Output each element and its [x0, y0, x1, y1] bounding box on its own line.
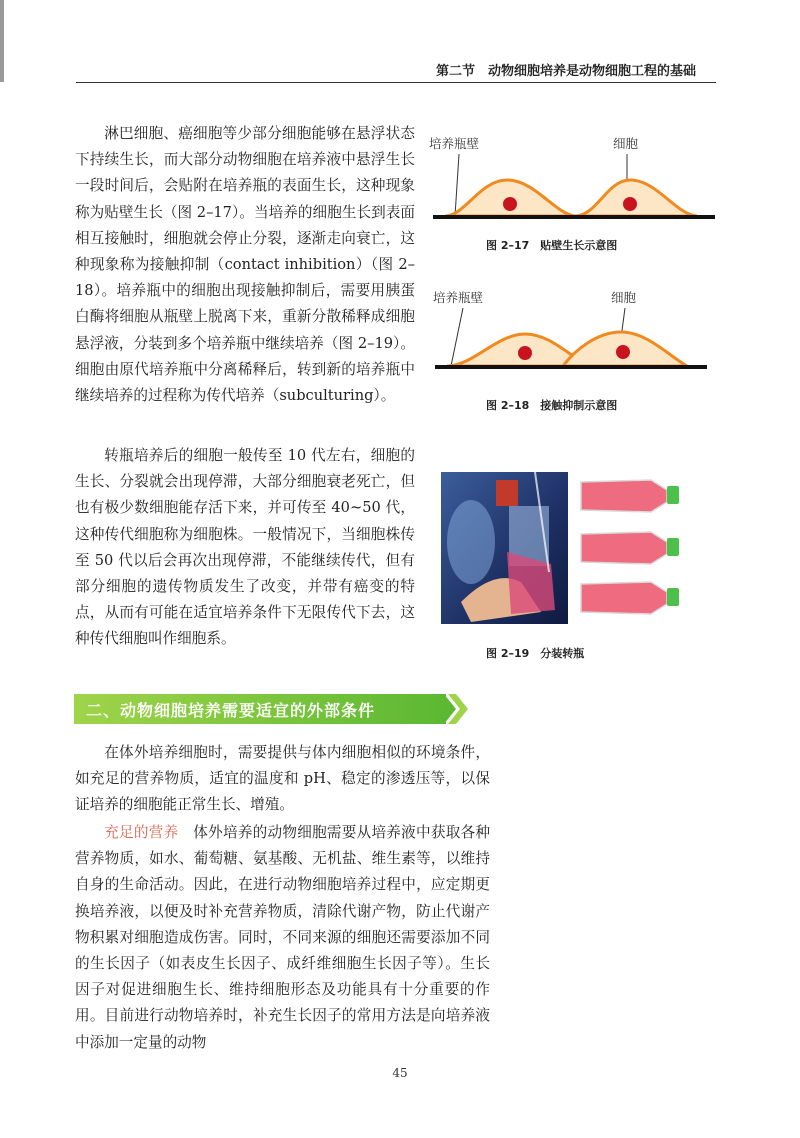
cell-body-right: [575, 180, 697, 216]
lab-bottle-cap: [496, 480, 518, 506]
label-cell: 细胞: [613, 136, 639, 151]
flask-wall-line: [433, 215, 715, 219]
label-cell: 细胞: [611, 290, 637, 305]
pointer-wall: [451, 308, 463, 366]
paragraph-adherent-growth: 淋巴细胞、癌细胞等少部分细胞能够在悬浮状态下持续生长，而大部分动物细胞在培养液中悬浮生长一段时间后，会贴附在培养瓶的表面生长，这种现象称为贴壁生长（图 2–17）。当培养的细胞生长到表面相互接触时，细胞就会停止分裂，逐渐走向衰亡，这种现象称为接触抑制（contact inhibition）（图 2–18）。培养瓶中的细胞出现接触抑制后，需要用胰蛋白酶将细胞从瓶壁上脱离下来，重新分散稀释成细胞悬浮液，分装到多个培养瓶中继续培养（图 2–19）。细胞由原代培养瓶中分离稀释后，转到新的培养瓶中继续培养的过程称为传代培养（subculturing）。: [75, 125, 415, 405]
paragraph-environment: 在体外培养细胞时，需要提供与体内细胞相似的环境条件，如充足的营养物质，适宜的温度和 pH、稳定的渗透压等，以保证培养的细胞能正常生长、增殖。: [75, 744, 490, 814]
nucleus-left: [518, 346, 532, 360]
chevron-right-icon: [434, 694, 470, 724]
contact-inhibition-diagram: [425, 286, 725, 378]
paragraph-nutrition: [75, 820, 490, 1056]
page-number: 45: [392, 1066, 408, 1080]
section-title: 二、动物细胞培养需要适宜的外部条件: [86, 700, 376, 720]
flask-wall-line: [435, 365, 707, 369]
running-header: [76, 56, 716, 83]
header-title: 第二节 动物细胞培养是动物细胞工程的基础: [435, 64, 696, 79]
caption-figure-2-17: 图 2–17 贴壁生长示意图: [486, 239, 618, 252]
label-flask-wall: 培养瓶壁: [433, 290, 484, 305]
nucleus-right: [616, 345, 630, 359]
figure-2-18-contact-inhibition: [425, 286, 725, 378]
adherent-growth-diagram: [425, 128, 725, 228]
nucleus-left: [503, 197, 517, 211]
lab-bottle: [447, 500, 495, 584]
paragraph-cell-lines: 转瓶培养后的细胞一般传至 10 代左右，细胞的生长、分裂就会出现停滞，大部分细胞衰老死亡，但也有极少数细胞能存活下来，并可传至 40~50 代，这种传代细胞称为细胞株。一般情况下，当细胞株传至 50 代以后会再次出现停滞，不能继续传代，但有部分细胞的遗传物质发生了改变，并带有癌变的特点，从而有可能在适宜培养条件下无限传代下去，这种传代细胞叫作细胞系。: [75, 447, 415, 648]
caption-figure-2-18: 图 2–18 接触抑制示意图: [486, 399, 618, 412]
page-edge-tab: [0, 0, 4, 82]
caption-figure-2-19: 图 2–19 分装转瓶: [486, 647, 585, 660]
section-banner: [74, 694, 446, 724]
nucleus-right: [623, 197, 637, 211]
label-flask-wall: 培养瓶壁: [429, 136, 480, 151]
subculture-photo: [441, 472, 691, 624]
pointer-wall: [455, 154, 459, 216]
keyword-nutrition: 充足的营养: [104, 824, 179, 841]
figure-2-19-photo: [441, 472, 691, 624]
figure-2-17-adherent-growth: [425, 128, 725, 228]
paragraph-nutrition-body: 体外培养的动物细胞需要从培养液中获取各种营养物质，如水、葡萄糖、氨基酸、无机盐、维生素等，以维持自身的生命活动。因此，在进行动物细胞培养过程中，应定期更换培养液，以便及时补充营养物质，清除代谢产物，防止代谢产物积累对细胞造成伤害。同时，不同来源的细胞还需要添加不同的生长因子（如表皮生长因子、成纤维细胞生长因子等）。生长因子对促进细胞生长、维持细胞形态及功能具有十分重要的作用。目前进行动物培养时，补充生长因子的常用方法是向培养液中添加一定量的动物: [75, 824, 490, 1051]
